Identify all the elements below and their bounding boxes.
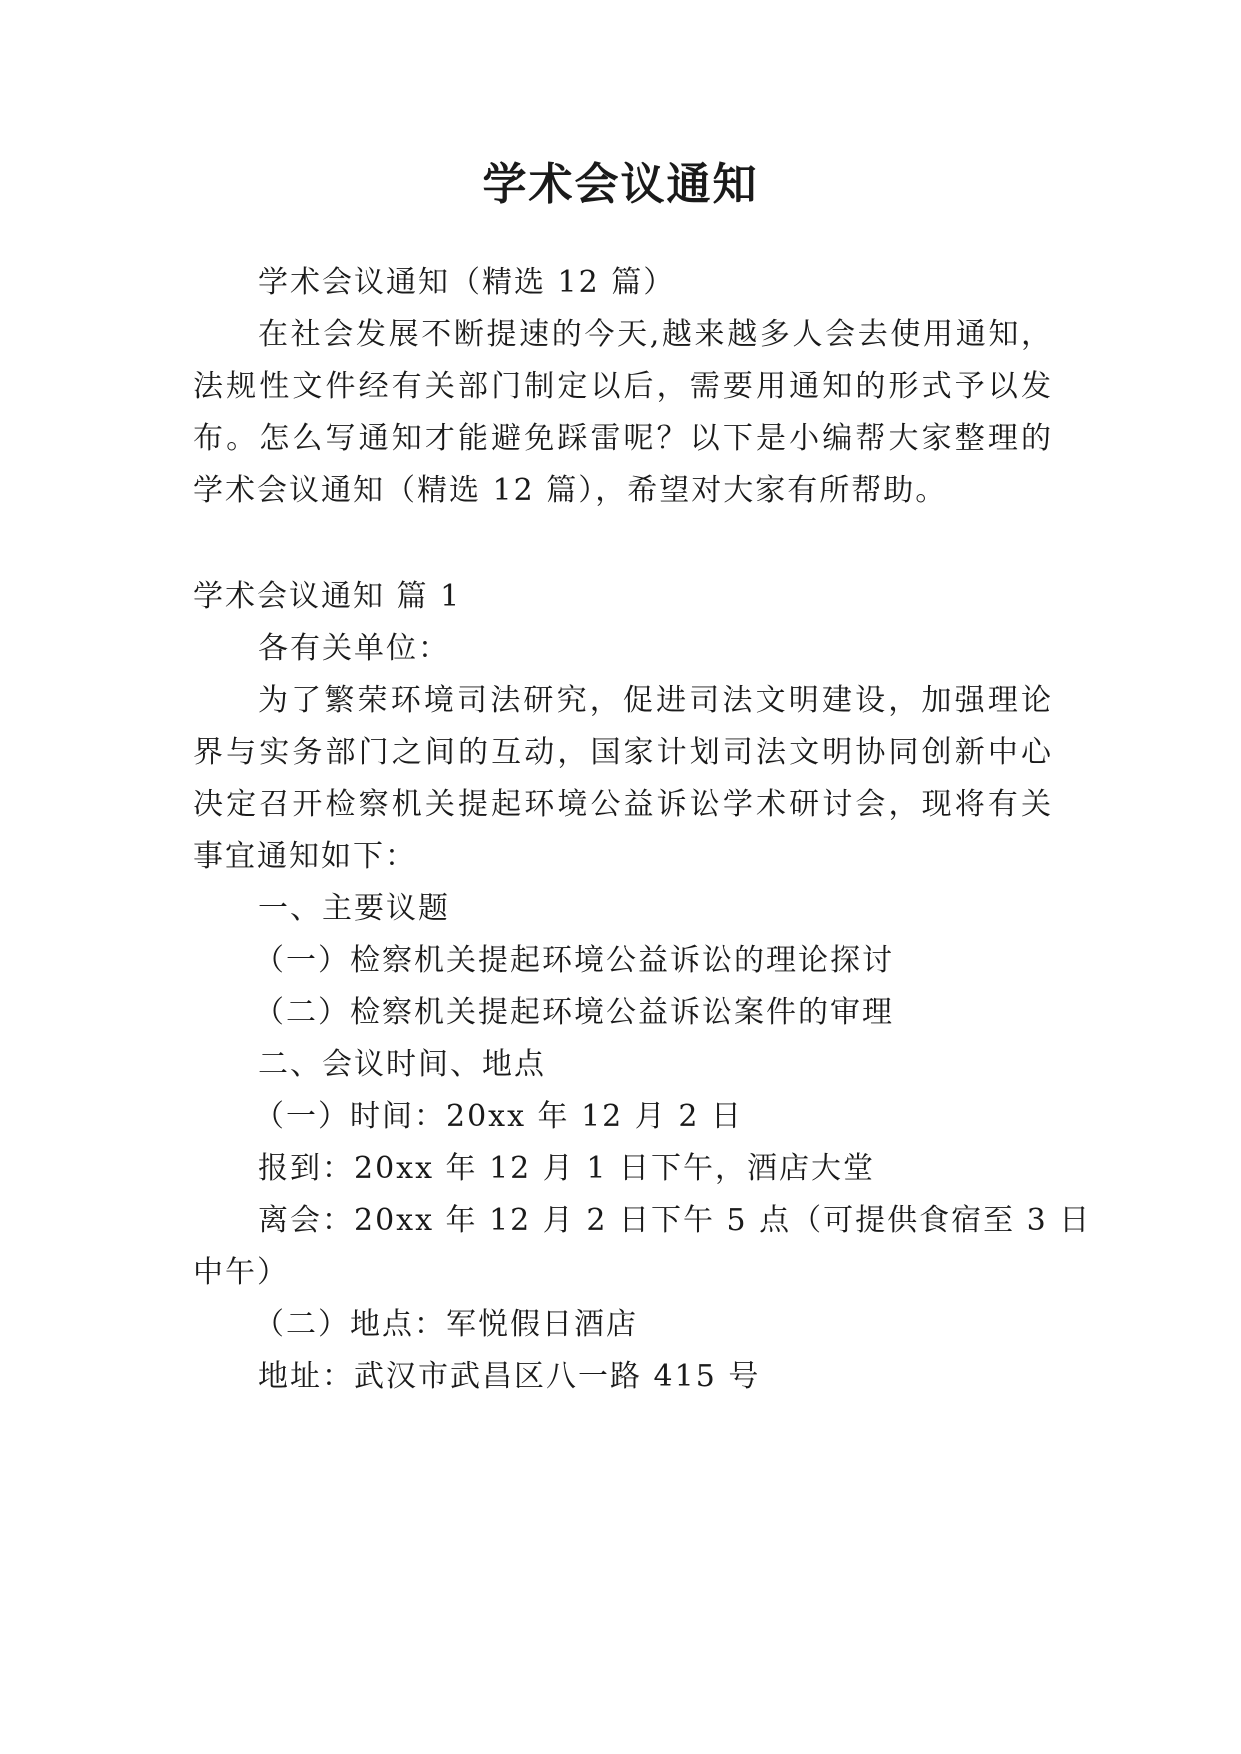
agenda-item-1: （一）检察机关提起环境公益诉讼的理论探讨 xyxy=(254,943,894,978)
document-title: 学术会议通知 xyxy=(482,159,759,210)
salutation-line: 各有关单位： xyxy=(258,631,450,666)
body-line-2: 界与实务部门之间的互动，国家计划司法文明协同创新中心 xyxy=(193,735,1053,770)
meeting-time-line: （一）时间：20xx 年 12 月 2 日 xyxy=(254,1099,743,1134)
departure-line-1: 离会：20xx 年 12 月 2 日下午 5 点（可提供食宿至 3 日 xyxy=(258,1203,1092,1238)
intro-line-2: 法规性文件经有关部门制定以后，需要用通知的形式予以发 xyxy=(193,369,1053,404)
check-in-line: 报到：20xx 年 12 月 1 日下午，酒店大堂 xyxy=(258,1151,875,1186)
agenda-heading: 一、主要议题 xyxy=(258,891,450,926)
body-line-3: 决定召开检察机关提起环境公益诉讼学术研讨会，现将有关 xyxy=(193,787,1053,822)
intro-line-1: 在社会发展不断提速的今天,越来越多人会去使用通知， xyxy=(258,317,1053,352)
subtitle-line: 学术会议通知（精选 12 篇） xyxy=(258,265,676,300)
agenda-item-2: （二）检察机关提起环境公益诉讼案件的审理 xyxy=(254,995,894,1030)
address-line: 地址：武汉市武昌区八一路 415 号 xyxy=(258,1359,761,1394)
body-line-4: 事宜通知如下： xyxy=(193,839,417,874)
time-place-heading: 二、会议时间、地点 xyxy=(258,1047,546,1082)
body-line-1: 为了繁荣环境司法研究，促进司法文明建设，加强理论 xyxy=(258,683,1053,718)
section-heading: 学术会议通知 篇 1 xyxy=(193,579,462,614)
intro-line-3: 布。怎么写通知才能避免踩雷呢？以下是小编帮大家整理的 xyxy=(193,421,1053,456)
intro-line-4: 学术会议通知（精选 12 篇），希望对大家有所帮助。 xyxy=(193,473,948,508)
departure-line-2: 中午） xyxy=(193,1255,289,1290)
venue-line: （二）地点：军悦假日酒店 xyxy=(254,1307,638,1342)
